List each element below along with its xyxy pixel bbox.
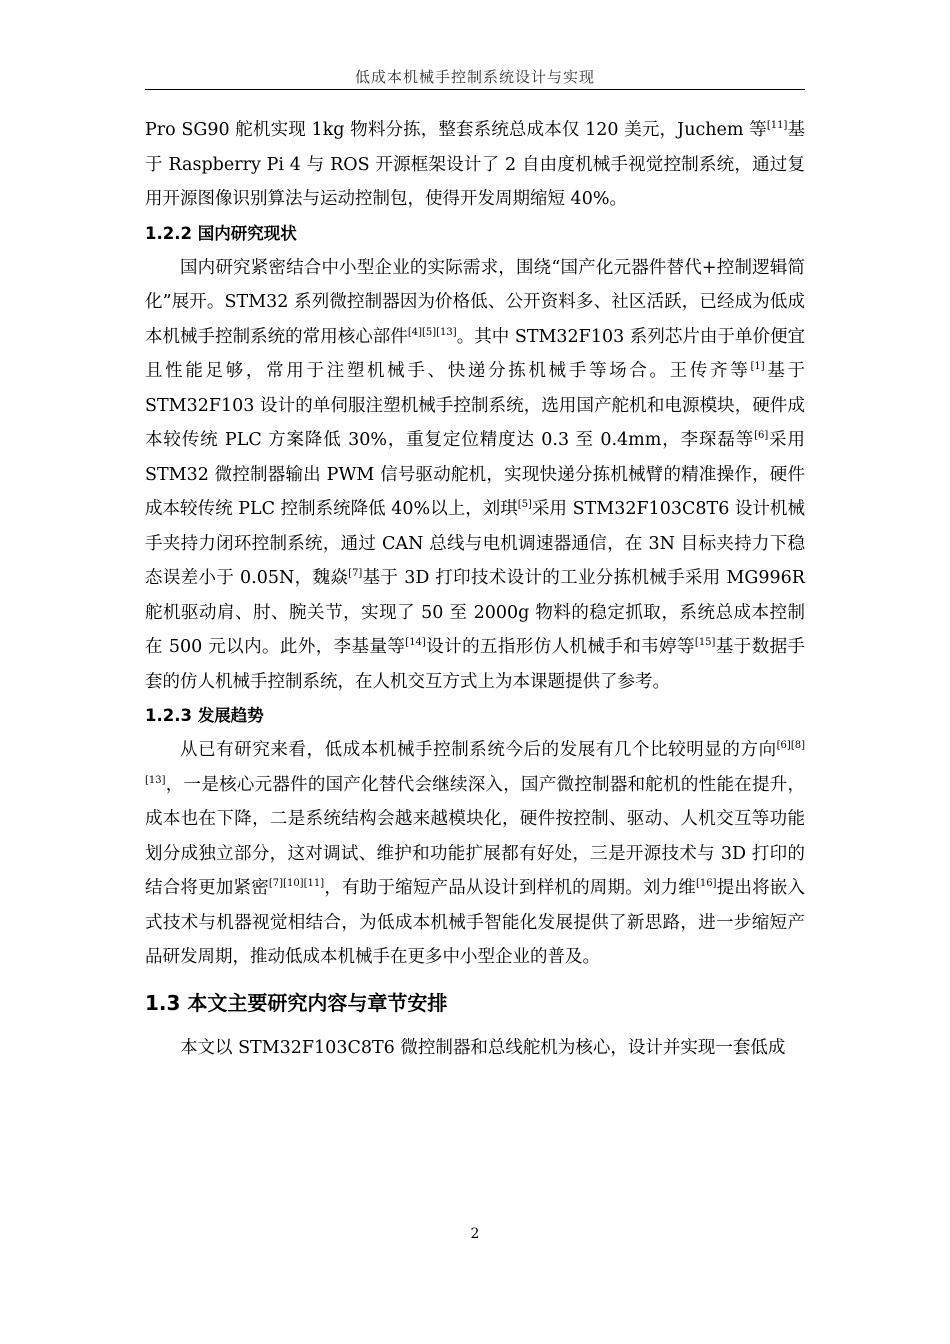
citation: [6][8][13] xyxy=(145,740,805,786)
citation: [1] xyxy=(750,361,765,373)
running-header: 低成本机械手控制系统设计与实现 xyxy=(354,68,595,86)
text-run: 基于数据手套的仿人机械手控制系统，在人机交互方式上为本课题提供了参考。 xyxy=(145,637,806,692)
paragraph-domestic-research xyxy=(145,251,805,700)
text-run: 提出将嵌入式技术与机器视觉相结合，为低成本机械手智能化发展提供了新思路，进一步缩短产品研发周期，推动低成本机械手在更多中小型企业的普及。 xyxy=(145,878,806,967)
text-run: 设计的五指形仿人机械手和韦婷等 xyxy=(425,637,695,657)
text-run: ，一是核心元器件的国产化替代会继续深入，国产微控制器和舵机的性能在提升，成本也在下降，二是系统结构会越来越模块化，硬件按控制、驱动、人机交互等功能划分成独立部分，这对调试、维护和功能扩展都有好处，三是开源技术与 3D 打印的结合将更加紧密 xyxy=(145,774,805,898)
paragraph-robot-cost xyxy=(145,113,805,217)
citation: [7] xyxy=(348,568,363,580)
citation: [16] xyxy=(695,878,717,890)
text-run: 国内研究紧密结合中小型企业的实际需求，围绕“国产化元器件替代+控制逻辑简化”展开。STM32 系列微控制器因为价格低、公开资料多、社区活跃，已经成为低成本机械手控制系统的常用核心部件 xyxy=(145,257,805,347)
citation: [7][10][11] xyxy=(268,878,325,890)
citation: [11] xyxy=(766,120,788,132)
subsection-heading-trends: 1.2.3 发展趋势 xyxy=(145,706,264,725)
subsection-heading-domestic-research: 1.2.2 国内研究现状 xyxy=(145,223,297,243)
paragraph-research-content: 本文以 STM32F103C8T6 微控制器和总线舵机为核心，设计并实现一套低成 xyxy=(180,1037,786,1058)
text-run: 基于 Raspberry Pi 4 与 ROS 开源框架设计了 2 自由度机械手视觉控制系统，通过复用开源图像识别算法与运动控制包，使得开发周期缩短 40%。 xyxy=(145,120,805,209)
text-run: 采用 STM32 微控制器输出 PWM 信号驱动舵机，实现快递分拣机械臂的精准操作，硬件成本较传统 PLC 控制系统降低 40%以上，刘琪 xyxy=(145,430,805,519)
section-heading-research-content: 1.3 本文主要研究内容与章节安排 xyxy=(145,990,448,1015)
paragraph-trends xyxy=(145,733,805,975)
text-run: 基于 STM32F103 设计的单伺服注塑机械手控制系统，选用国产舵机和电源模块，硬件成本较传统 PLC 方案降低 30%，重复定位精度达 0.3 至 0.4mm，李琛磊等 xyxy=(145,361,806,450)
text-run: 。其中 STM32F103 系列芯片由于单价便宜且性能足够，常用于注塑机械手、快递分拣机械手等场合。王传齐等 xyxy=(145,326,805,381)
page-number: 2 xyxy=(470,1226,480,1242)
body-text xyxy=(145,113,805,1065)
header-rule xyxy=(145,89,805,90)
text-run: 采用 STM32F103C8T6 设计机械手夹持力闭环控制系统，通过 CAN 总线与电机调速器通信，在 3N 目标夹持力下稳态误差小于 0.05N，魏焱 xyxy=(145,499,805,588)
text-run: 从已有研究来看，低成本机械手控制系统今后的发展有几个比较明显的方向 xyxy=(180,740,777,760)
citation: [15] xyxy=(694,637,716,649)
citation: [5] xyxy=(517,499,532,511)
text-run: ，有助于缩短产品从设计到样机的周期。刘力维 xyxy=(324,878,696,898)
citation: [14] xyxy=(405,637,426,649)
citation: [4][5][13] xyxy=(407,326,457,338)
citation: [6] xyxy=(754,430,769,442)
text-run: Pro SG90 舵机实现 1kg 物料分拣，整套系统总成本仅 120 美元，Juchem 等 xyxy=(145,120,767,140)
text-run: 基于 3D 打印技术设计的工业分拣机械手采用 MG996R 舵机驱动肩、肘、腕关节，实现了 50 至 2000g 物料的稳定抓取，系统总成本控制在 500 元以内。此外，李基量等 xyxy=(145,568,805,657)
